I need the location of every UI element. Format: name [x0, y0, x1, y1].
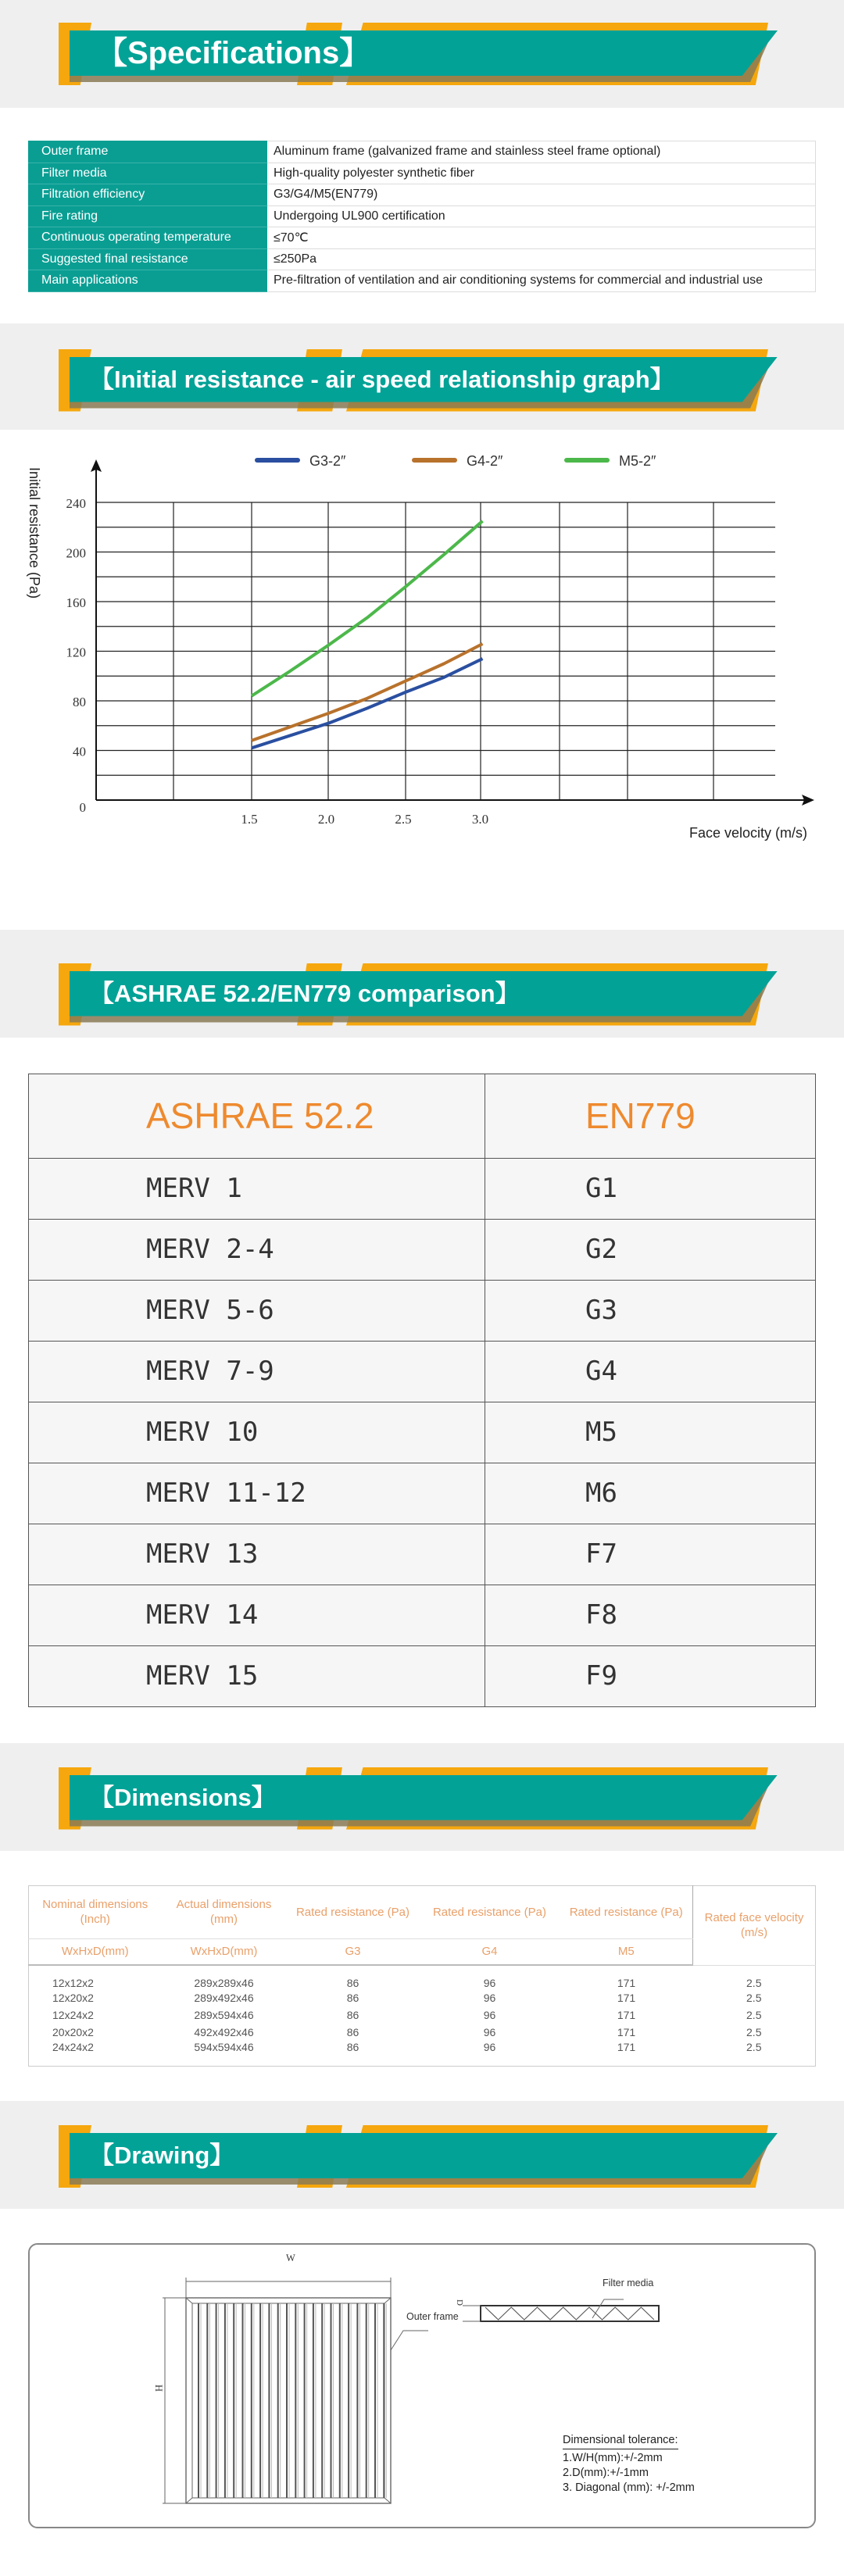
specifications-table	[28, 141, 816, 292]
en779-value: M6	[485, 1463, 816, 1524]
ashrae-value: MERV 15	[29, 1645, 485, 1706]
comparison-row	[29, 1219, 816, 1280]
section-title-specifications: 【Specifications】	[96, 36, 371, 70]
dimensions-header-band	[0, 1743, 844, 1851]
spec-value: G3/G4/M5(EN779)	[267, 184, 816, 206]
nominal-size: 12x24x2	[52, 2009, 94, 2021]
specifications-header-band	[0, 0, 844, 108]
resistance-g4: 96	[483, 2009, 496, 2021]
dimensions-table	[28, 1885, 816, 2067]
spec-label: Filter media	[29, 163, 267, 184]
en779-value: G3	[485, 1280, 816, 1341]
nominal-size: 12x12x2	[52, 1977, 94, 1989]
en779-value: G4	[485, 1341, 816, 1402]
x-tick-label: 3.0	[471, 811, 489, 827]
dimension-row	[29, 2024, 816, 2041]
spec-row	[29, 163, 816, 184]
resistance-chart	[0, 430, 844, 930]
filter-media-label: Filter media	[603, 2278, 654, 2288]
graph-header-band	[0, 323, 844, 430]
header-res-m5: Rated resistance (Pa)	[560, 1885, 693, 1938]
y-tick-label: 120	[66, 645, 86, 659]
x-axis-label: Face velocity (m/s)	[688, 824, 807, 841]
drawing-header-band	[0, 2101, 844, 2209]
actual-size: 289x492x46	[194, 1992, 254, 2004]
en779-value: F7	[485, 1524, 816, 1585]
en779-value: G1	[485, 1158, 816, 1219]
spec-row	[29, 270, 816, 292]
resistance-g3: 86	[346, 1992, 359, 2004]
en779-value: F9	[485, 1645, 816, 1706]
y-tick-label: 0	[79, 799, 86, 815]
resistance-m5: 171	[617, 2041, 636, 2053]
x-tick-label: 2.0	[317, 811, 335, 827]
y-tick-label: 240	[66, 495, 86, 511]
ashrae-value: MERV 11-12	[29, 1463, 485, 1524]
actual-size: 289x289x46	[194, 1977, 254, 1989]
comparison-row	[29, 1645, 816, 1706]
ashrae-value: MERV 1	[29, 1158, 485, 1219]
ashrae-value: MERV 2-4	[29, 1219, 485, 1280]
resistance-g3: 86	[346, 2026, 359, 2038]
h-dimension-label: H	[153, 2384, 165, 2392]
spec-label: Outer frame	[29, 141, 267, 163]
dimensions-section	[0, 1851, 844, 2102]
spec-value: High-quality polyester synthetic fiber	[267, 163, 816, 184]
section-banner	[59, 349, 785, 412]
spec-value: ≤250Pa	[267, 248, 816, 270]
spec-label: Suggested final resistance	[29, 248, 267, 270]
comparison-row	[29, 1158, 816, 1219]
actual-size: 492x492x46	[194, 2026, 254, 2038]
series-line	[252, 520, 483, 695]
header-velocity: Rated face velocity (m/s)	[693, 1885, 816, 1965]
face-velocity: 2.5	[746, 1992, 762, 2004]
column-header-ashrae: ASHRAE 52.2	[29, 1074, 485, 1158]
header-res-g3: Rated resistance (Pa)	[287, 1885, 420, 1938]
spec-label: Filtration efficiency	[29, 184, 267, 206]
comparison-table	[28, 1074, 816, 1707]
face-velocity: 2.5	[746, 2009, 762, 2021]
drawing-section	[0, 2209, 844, 2542]
ashrae-value: MERV 5-6	[29, 1280, 485, 1341]
line-chart	[0, 430, 844, 930]
nominal-size: 12x20x2	[52, 1992, 94, 2004]
y-axis-label: Initial resistance (Pa)	[27, 466, 42, 598]
section-banner	[59, 1767, 785, 1830]
en779-value: F8	[485, 1585, 816, 1645]
legend-label: G4-2″	[467, 452, 503, 469]
resistance-g4: 96	[483, 1977, 496, 1989]
tolerance-item: 3. Diagonal (mm): +/-2mm	[563, 2481, 695, 2494]
comparison-row	[29, 1463, 816, 1524]
subheader-actual: WxHxD(mm)	[162, 1938, 287, 1965]
section-title-comparison: 【ASHRAE 52.2/EN779 comparison】	[90, 979, 520, 1007]
nominal-size: 20x20x2	[52, 2026, 94, 2038]
face-velocity: 2.5	[746, 1976, 762, 1989]
comparison-row	[29, 1524, 816, 1585]
spec-label: Continuous operating temperature	[29, 227, 267, 249]
spec-row	[29, 248, 816, 270]
spec-row	[29, 205, 816, 227]
comparison-row	[29, 1280, 816, 1341]
resistance-g3: 86	[346, 2041, 359, 2053]
resistance-m5: 171	[617, 2009, 636, 2021]
ashrae-value: MERV 7-9	[29, 1341, 485, 1402]
header-nominal: Nominal dimensions (Inch)	[29, 1885, 162, 1938]
legend-label: G3-2″	[309, 452, 346, 469]
resistance-g4: 96	[483, 1992, 496, 2004]
comparison-section	[0, 1038, 844, 1743]
subheader-nominal: WxHxD(mm)	[29, 1938, 162, 1965]
subheader-g4: G4	[420, 1938, 560, 1965]
spec-row	[29, 227, 816, 249]
w-dimension-label: W	[286, 2253, 295, 2263]
spec-label: Main applications	[29, 270, 267, 292]
section-title-graph: 【Initial resistance - air speed relationship graph】	[90, 365, 674, 393]
dimensional-tolerance	[563, 2433, 695, 2496]
spec-label: Fire rating	[29, 205, 267, 227]
comparison-row	[29, 1402, 816, 1463]
spec-value: Aluminum frame (galvanized frame and stainless steel frame optional)	[267, 141, 816, 163]
actual-size: 289x594x46	[194, 2009, 254, 2021]
ashrae-value: MERV 10	[29, 1402, 485, 1463]
resistance-m5: 171	[617, 1977, 636, 1989]
ashrae-value: MERV 13	[29, 1524, 485, 1585]
y-tick-label: 200	[66, 545, 86, 560]
technical-drawing	[28, 2243, 816, 2528]
legend-label: M5-2″	[619, 452, 656, 469]
y-tick-label: 80	[73, 694, 86, 709]
spec-row	[29, 184, 816, 206]
tolerance-item: 1.W/H(mm):+/-2mm	[563, 2452, 663, 2464]
filter-drawing-svg	[30, 2245, 817, 2530]
face-velocity: 2.5	[746, 2041, 762, 2053]
resistance-m5: 171	[617, 2026, 636, 2038]
nominal-size: 24x24x2	[52, 2041, 94, 2053]
section-banner	[59, 2125, 785, 2188]
y-tick-label: 40	[73, 744, 86, 759]
d-dimension-label: D	[454, 2299, 464, 2306]
section-banner	[59, 963, 785, 1026]
dimension-row	[29, 1965, 816, 1989]
comparison-row	[29, 1585, 816, 1645]
ashrae-value: MERV 14	[29, 1585, 485, 1645]
specifications-section	[0, 108, 844, 323]
dimension-row	[29, 2041, 816, 2067]
tolerance-heading: Dimensional tolerance:	[563, 2433, 678, 2449]
actual-size: 594x594x46	[194, 2041, 254, 2053]
dimension-row	[29, 1989, 816, 2006]
en779-value: G2	[485, 1219, 816, 1280]
resistance-m5: 171	[617, 1992, 636, 2004]
spec-value: Undergoing UL900 certification	[267, 205, 816, 227]
subheader-g3: G3	[287, 1938, 420, 1965]
comparison-row	[29, 1341, 816, 1402]
x-tick-label: 2.5	[395, 811, 412, 827]
comparison-header-row	[29, 1074, 816, 1158]
resistance-g4: 96	[483, 2026, 496, 2038]
resistance-g3: 86	[346, 1977, 359, 1989]
subheader-m5: M5	[560, 1938, 693, 1965]
resistance-g4: 96	[483, 2041, 496, 2053]
y-tick-label: 160	[66, 595, 86, 610]
header-res-g4: Rated resistance (Pa)	[420, 1885, 560, 1938]
column-header-en779: EN779	[485, 1074, 816, 1158]
resistance-g3: 86	[346, 2009, 359, 2021]
outer-frame-label: Outer frame	[406, 2311, 459, 2322]
en779-value: M5	[485, 1402, 816, 1463]
section-banner	[59, 23, 785, 85]
spec-value: ≤70℃	[267, 227, 816, 249]
section-title-dimensions: 【Dimensions】	[90, 1783, 276, 1811]
header-actual: Actual dimensions (mm)	[162, 1885, 287, 1938]
spec-value: Pre-filtration of ventilation and air conditioning systems for commercial and industrial use	[267, 270, 816, 292]
spec-row	[29, 141, 816, 163]
face-velocity: 2.5	[746, 2026, 762, 2038]
dimension-row	[29, 2006, 816, 2024]
section-title-drawing: 【Drawing】	[90, 2142, 234, 2169]
tolerance-item: 2.D(mm):+/-1mm	[563, 2467, 649, 2479]
x-tick-label: 1.5	[241, 811, 258, 827]
comparison-header-band	[0, 930, 844, 1038]
